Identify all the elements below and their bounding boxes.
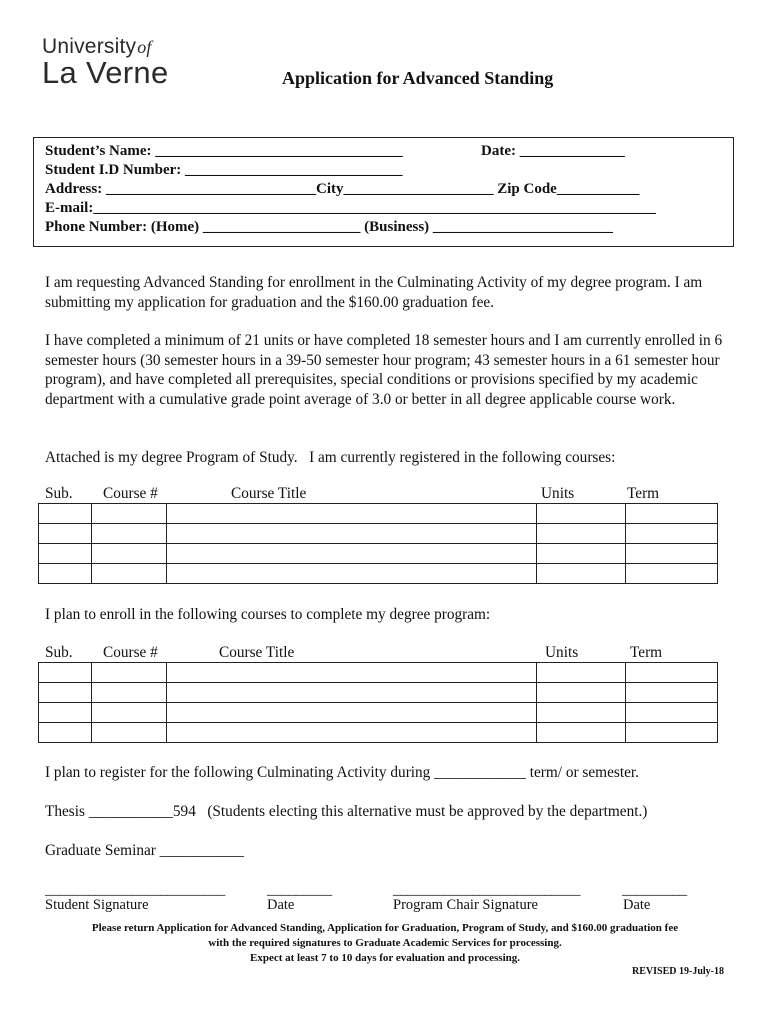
email-field[interactable]: E-mail:___________________________________________________________________________ bbox=[45, 200, 656, 216]
footer-instructions-1: Please return Application for Advanced Standing, Application for Graduation, Program of Study, and $160.00 graduation fee bbox=[91, 922, 679, 934]
paragraph-culminating[interactable]: I plan to register for the following Culminating Activity during ____________ term/ or semester. bbox=[45, 764, 639, 781]
student-signature-label: Student Signature bbox=[45, 897, 149, 913]
phone-field[interactable]: Phone Number: (Home) _____________________ (Business) ________________________ bbox=[45, 219, 613, 235]
header-units: Units bbox=[541, 485, 575, 502]
paragraph-requirements: I have completed a minimum of 21 units or have completed 18 semester hours and I am currently enrolled in 6 semester hours (30 semester hours in a 39-50 semester hour program; 43 semester hours in a 61 semester hour program), and have completed all prerequisites, special conditions or provisions specified by my academic department with a cumulative grade point average of 3.0 or better in all degree applicable course work. bbox=[45, 332, 723, 408]
address-field[interactable]: Address: ____________________________City____________________ Zip Code___________ bbox=[45, 181, 640, 197]
header-course-num: Course # bbox=[103, 485, 158, 502]
table-row bbox=[39, 683, 718, 703]
university-logo bbox=[42, 36, 169, 88]
student-id-field[interactable]: Student I.D Number: _____________________________ bbox=[45, 162, 403, 178]
header-term: Term bbox=[627, 485, 660, 502]
logo-la-verne: La Verne bbox=[42, 55, 169, 90]
planned-courses-table bbox=[38, 662, 718, 743]
table-row bbox=[39, 504, 718, 524]
footer-instructions-3: Expect at least 7 to 10 days for evaluation and processing. bbox=[249, 952, 520, 964]
paragraph-plan-enroll: I plan to enroll in the following courses to complete my degree program: bbox=[45, 606, 491, 623]
header-sub: Sub. bbox=[45, 485, 73, 502]
student-name-field[interactable]: Student’s Name: _________________________________ bbox=[45, 143, 403, 159]
paragraph-request: I am requesting Advanced Standing for enrollment in the Culminating Activity of my degree program. I am submitting my application for graduation and the $160.00 graduation fee. bbox=[45, 274, 703, 311]
date-label-2: Date bbox=[623, 897, 651, 913]
page-title: Application for Advanced Standing bbox=[282, 68, 554, 88]
date-line-2[interactable]: _________ bbox=[622, 882, 687, 898]
graduate-seminar-field[interactable]: Graduate Seminar ___________ bbox=[45, 842, 244, 859]
current-courses-table bbox=[38, 503, 718, 584]
table-row bbox=[39, 703, 718, 723]
header-course-title: Course Title bbox=[231, 485, 307, 502]
table-row bbox=[39, 544, 718, 564]
chair-signature-line[interactable]: __________________________ bbox=[393, 882, 581, 898]
student-signature-line[interactable]: _________________________ bbox=[45, 882, 226, 898]
date-field[interactable]: Date: ______________ bbox=[481, 143, 625, 159]
header-sub: Sub. bbox=[45, 644, 73, 661]
date-label-1: Date bbox=[267, 897, 295, 913]
table-row bbox=[39, 524, 718, 544]
header-course-num: Course # bbox=[103, 644, 158, 661]
table-row bbox=[39, 663, 718, 683]
paragraph-attached: Attached is my degree Program of Study. I am currently registered in the following courses: bbox=[45, 449, 616, 466]
footer-instructions-2: with the required signatures to Graduate Academic Services for processing. bbox=[208, 937, 562, 949]
student-info-box bbox=[33, 137, 734, 247]
logo-of: of bbox=[137, 37, 152, 57]
revision-date: REVISED 19-July-18 bbox=[632, 966, 724, 977]
date-line-1[interactable]: _________ bbox=[267, 882, 332, 898]
logo-university: University bbox=[42, 35, 137, 58]
table-row bbox=[39, 723, 718, 743]
thesis-field[interactable]: Thesis ___________594 (Students electing this alternative must be approved by the department.) bbox=[45, 803, 648, 820]
header-units: Units bbox=[545, 644, 579, 661]
header-course-title: Course Title bbox=[219, 644, 295, 661]
table-row bbox=[39, 564, 718, 584]
chair-signature-label: Program Chair Signature bbox=[393, 897, 538, 913]
header-term: Term bbox=[630, 644, 663, 661]
